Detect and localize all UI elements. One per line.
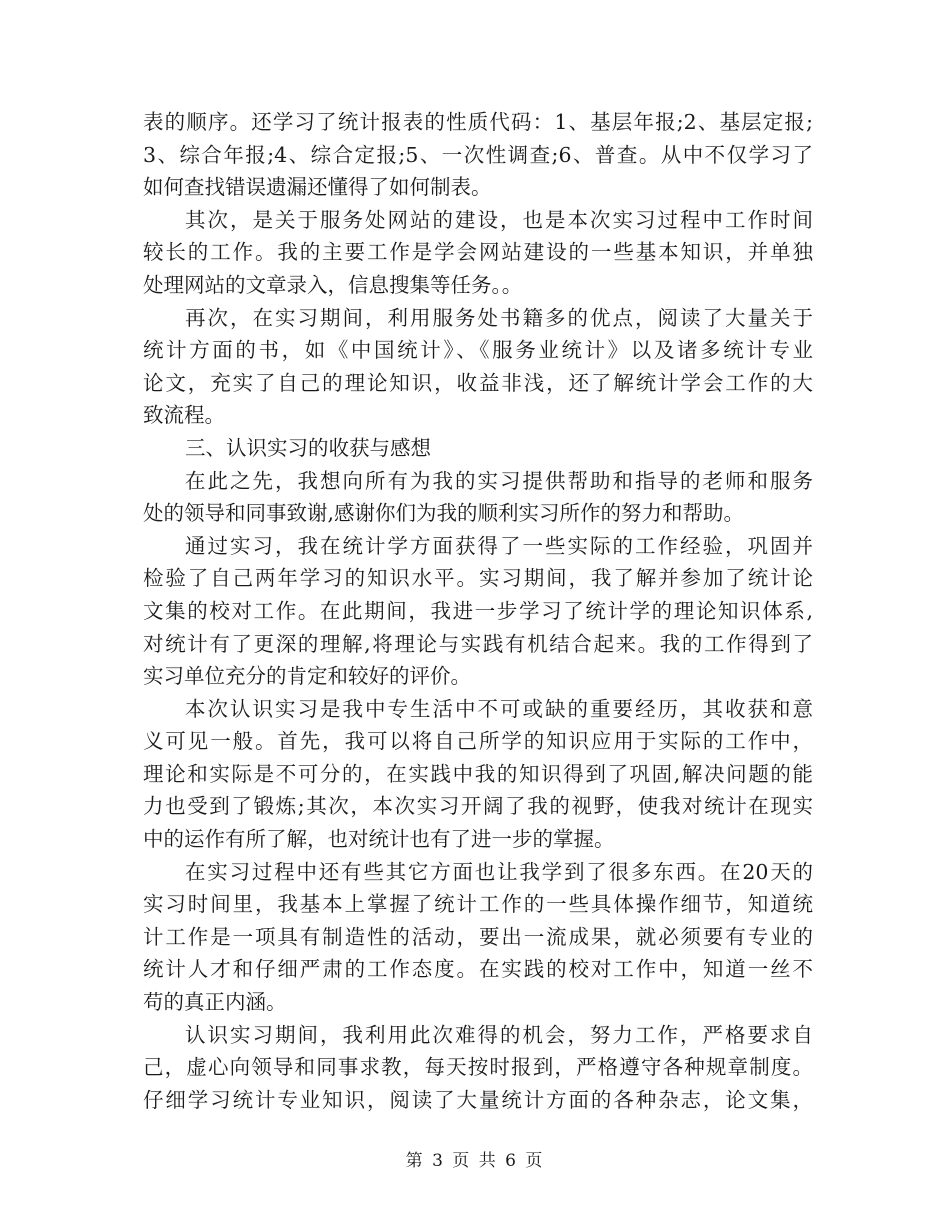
text-line: 仔细学习统计专业知识，阅读了大量统计方面的各种杂志，论文集，: [143, 1087, 813, 1112]
text-line: 论文，充实了自己的理论知识，收益非浅，还了解统计学会工作的大: [143, 370, 813, 395]
text-line: 统计方面的书，如《中国统计》、《服务业统计》以及诸多统计专业: [143, 338, 813, 363]
text-line: 义可见一般。首先，我可以将自己所学的知识应用于实际的工作中，: [143, 729, 813, 754]
text-line: 文集的校对工作。在此期间，我进一步学习了统计学的理论知识体系,: [143, 598, 813, 623]
text-line: 认识实习期间，我利用此次难得的机会，努力工作，严格要求自: [185, 1022, 813, 1047]
text-line: 在此之先，我想向所有为我的实习提供帮助和指导的老师和服务: [185, 468, 813, 493]
text-line: 中的运作有所了解，也对统计也有了进一步的掌握。: [143, 827, 615, 852]
document-body: [143, 106, 813, 1116]
text-line: 三、认识实习的收获与感想: [185, 435, 431, 460]
text-line: 在实习过程中还有些其它方面也让我学到了很多东西。在20天的: [185, 859, 813, 884]
text-line: 对统计有了更深的理解,将理论与实践有机结合起来。我的工作得到了: [143, 631, 813, 656]
text-line: 致流程。: [143, 403, 225, 428]
text-line: 再次，在实习期间，利用服务处书籍多的优点，阅读了大量关于: [185, 305, 813, 330]
text-line: 如何查找错误遗漏还懂得了如何制表。: [143, 175, 492, 200]
text-line: 处的领导和同事致谢,感谢你们为我的顺利实习所作的努力和帮助。: [143, 501, 745, 526]
text-line: 通过实习，我在统计学方面获得了一些实际的工作经验，巩固并: [185, 533, 813, 558]
text-line: 实习单位充分的肯定和较好的评价。: [143, 664, 471, 689]
text-line: 较长的工作。我的主要工作是学会网站建设的一些基本知识，并单独: [143, 240, 813, 265]
text-line: 其次，是关于服务处网站的建设，也是本次实习过程中工作时间: [185, 207, 813, 232]
text-line: 统计人才和仔细严肃的工作态度。在实践的校对工作中，知道一丝不: [143, 957, 813, 982]
text-line: 实习时间里，我基本上掌握了统计工作的一些具体操作细节，知道统: [143, 892, 813, 917]
page-footer: 第 3 页 共 6 页: [405, 1151, 545, 1171]
text-line: 己，虚心向领导和同事求教，每天按时报到，严格遵守各种规章制度。: [143, 1055, 813, 1080]
text-line: 力也受到了锻炼;其次，本次实习开阔了我的视野，使我对统计在现实: [143, 794, 813, 819]
text-line: 苟的真正内涵。: [143, 990, 287, 1015]
text-line: 检验了自己两年学习的知识水平。实习期间，我了解并参加了统计论: [143, 566, 813, 591]
text-line: 理论和实际是不可分的，在实践中我的知识得到了巩固,解决问题的能: [143, 761, 813, 786]
text-line: 本次认识实习是我中专生活中不可或缺的重要经历，其收获和意: [185, 696, 813, 721]
text-line: 表的顺序。还学习了统计报表的性质代码：1、基层年报;2、基层定报;: [143, 110, 813, 134]
text-line: 处理网站的文章录入，信息搜集等任务。。: [143, 272, 523, 297]
text-line: 计工作是一项具有制造性的活动，要出一流成果，就必须要有专业的: [143, 924, 813, 949]
text-line: 3、综合年报;4、综合定报;5、一次性调查;6、普查。从中不仅学习了: [143, 142, 813, 167]
